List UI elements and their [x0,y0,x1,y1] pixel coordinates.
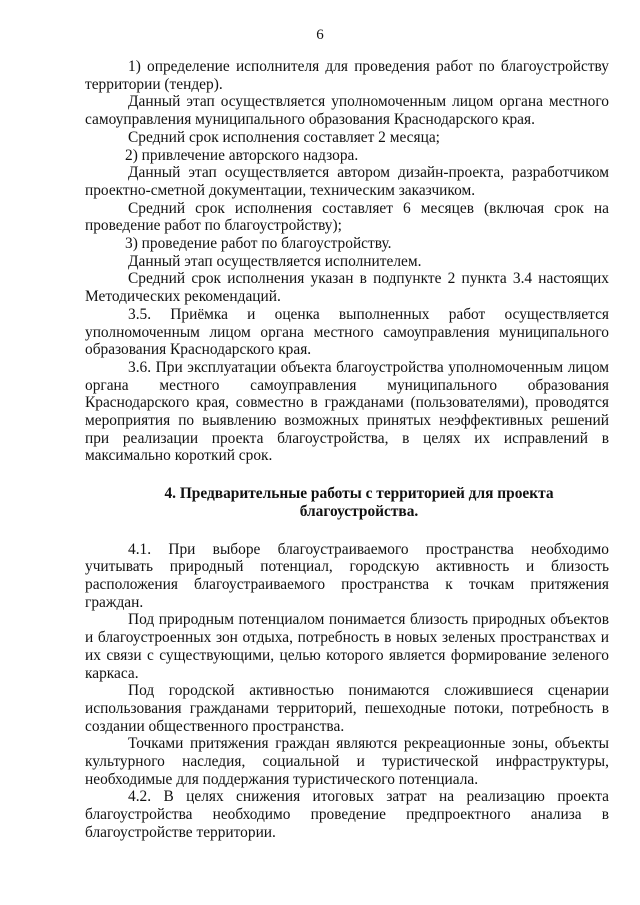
paragraph: Средний срок исполнения указан в подпункте 2 пункта 3.4 настоящих Методических рекомендаций. [85,270,609,306]
page-number: 6 [316,27,324,43]
paragraph: 1) определение исполнителя для проведения работ по благоустройству территории (тендер). [85,58,609,93]
paragraph: 3.5. Приёмка и оценка выполненных работ осуществляется уполномоченным лицом органа местного самоуправления муниципального образования Краснодарского края. [85,305,609,359]
paragraph: Средний срок исполнения составляет 2 месяца; [128,128,440,146]
paragraph: 2) привлечение авторского надзора. [125,146,359,164]
paragraph: Под природным потенциалом понимается близость природных объектов и благоустроенных зон отдыха, потребность в новых зеленых пространствах и их связи с существующими, целью которого является формирование зеленого каркаса. [85,611,609,682]
paragraph: Данный этап осуществляется исполнителем. [128,252,422,270]
section-heading [85,485,609,520]
section-heading-line: 4. Предварительные работы с территорией для проекта [164,485,554,503]
paragraph: 3) проведение работ по благоустройству. [125,235,392,253]
paragraph: Точками притяжения граждан являются рекреационные зоны, объекты культурного наследия, социальной и туристической инфраструктуры, необходимые для поддержания туристического потенциала. [85,735,609,788]
paragraph: 4.1. При выборе благоустраиваемого пространства необходимо учитывать природный потенциал, городскую активность и близость расположения благоустраиваемого пространства к точкам притяжения граждан. [85,540,609,611]
paragraph: Данный этап осуществляется автором дизайн-проекта, разработчиком проектно-сметной документации, техническим заказчиком. [85,164,609,199]
paragraph: 4.2. В целях снижения итоговых затрат на реализацию проекта благоустройства необходимо проведение предпроектного анализа в благоустройстве территории. [85,788,609,841]
paragraph: 3.6. При эксплуатации объекта благоустройства уполномоченным лицом органа местного самоуправления муниципального образования Краснодарского края, совместно в гражданами (пользователями), проводятся мероприятия по выявлению возможных принятых неэффективных решений при реализации проекта благоустройства, в целях их исправлений в максимально короткий срок. [85,358,609,465]
paragraph: Средний срок исполнения составляет 6 месяцев (включая срок на проведение работ по благоустройству); [85,199,609,235]
section-heading-line: благоустройства. [299,502,419,520]
document-body [85,58,609,842]
paragraph: Данный этап осуществляется уполномоченным лицом органа местного самоуправления муниципального образования Краснодарского края. [85,93,609,129]
paragraph: Под городской активностью понимаются сложившиеся сценарии использования гражданами территорий, пешеходные потоки, потребность в создании общественного пространства. [85,682,609,735]
